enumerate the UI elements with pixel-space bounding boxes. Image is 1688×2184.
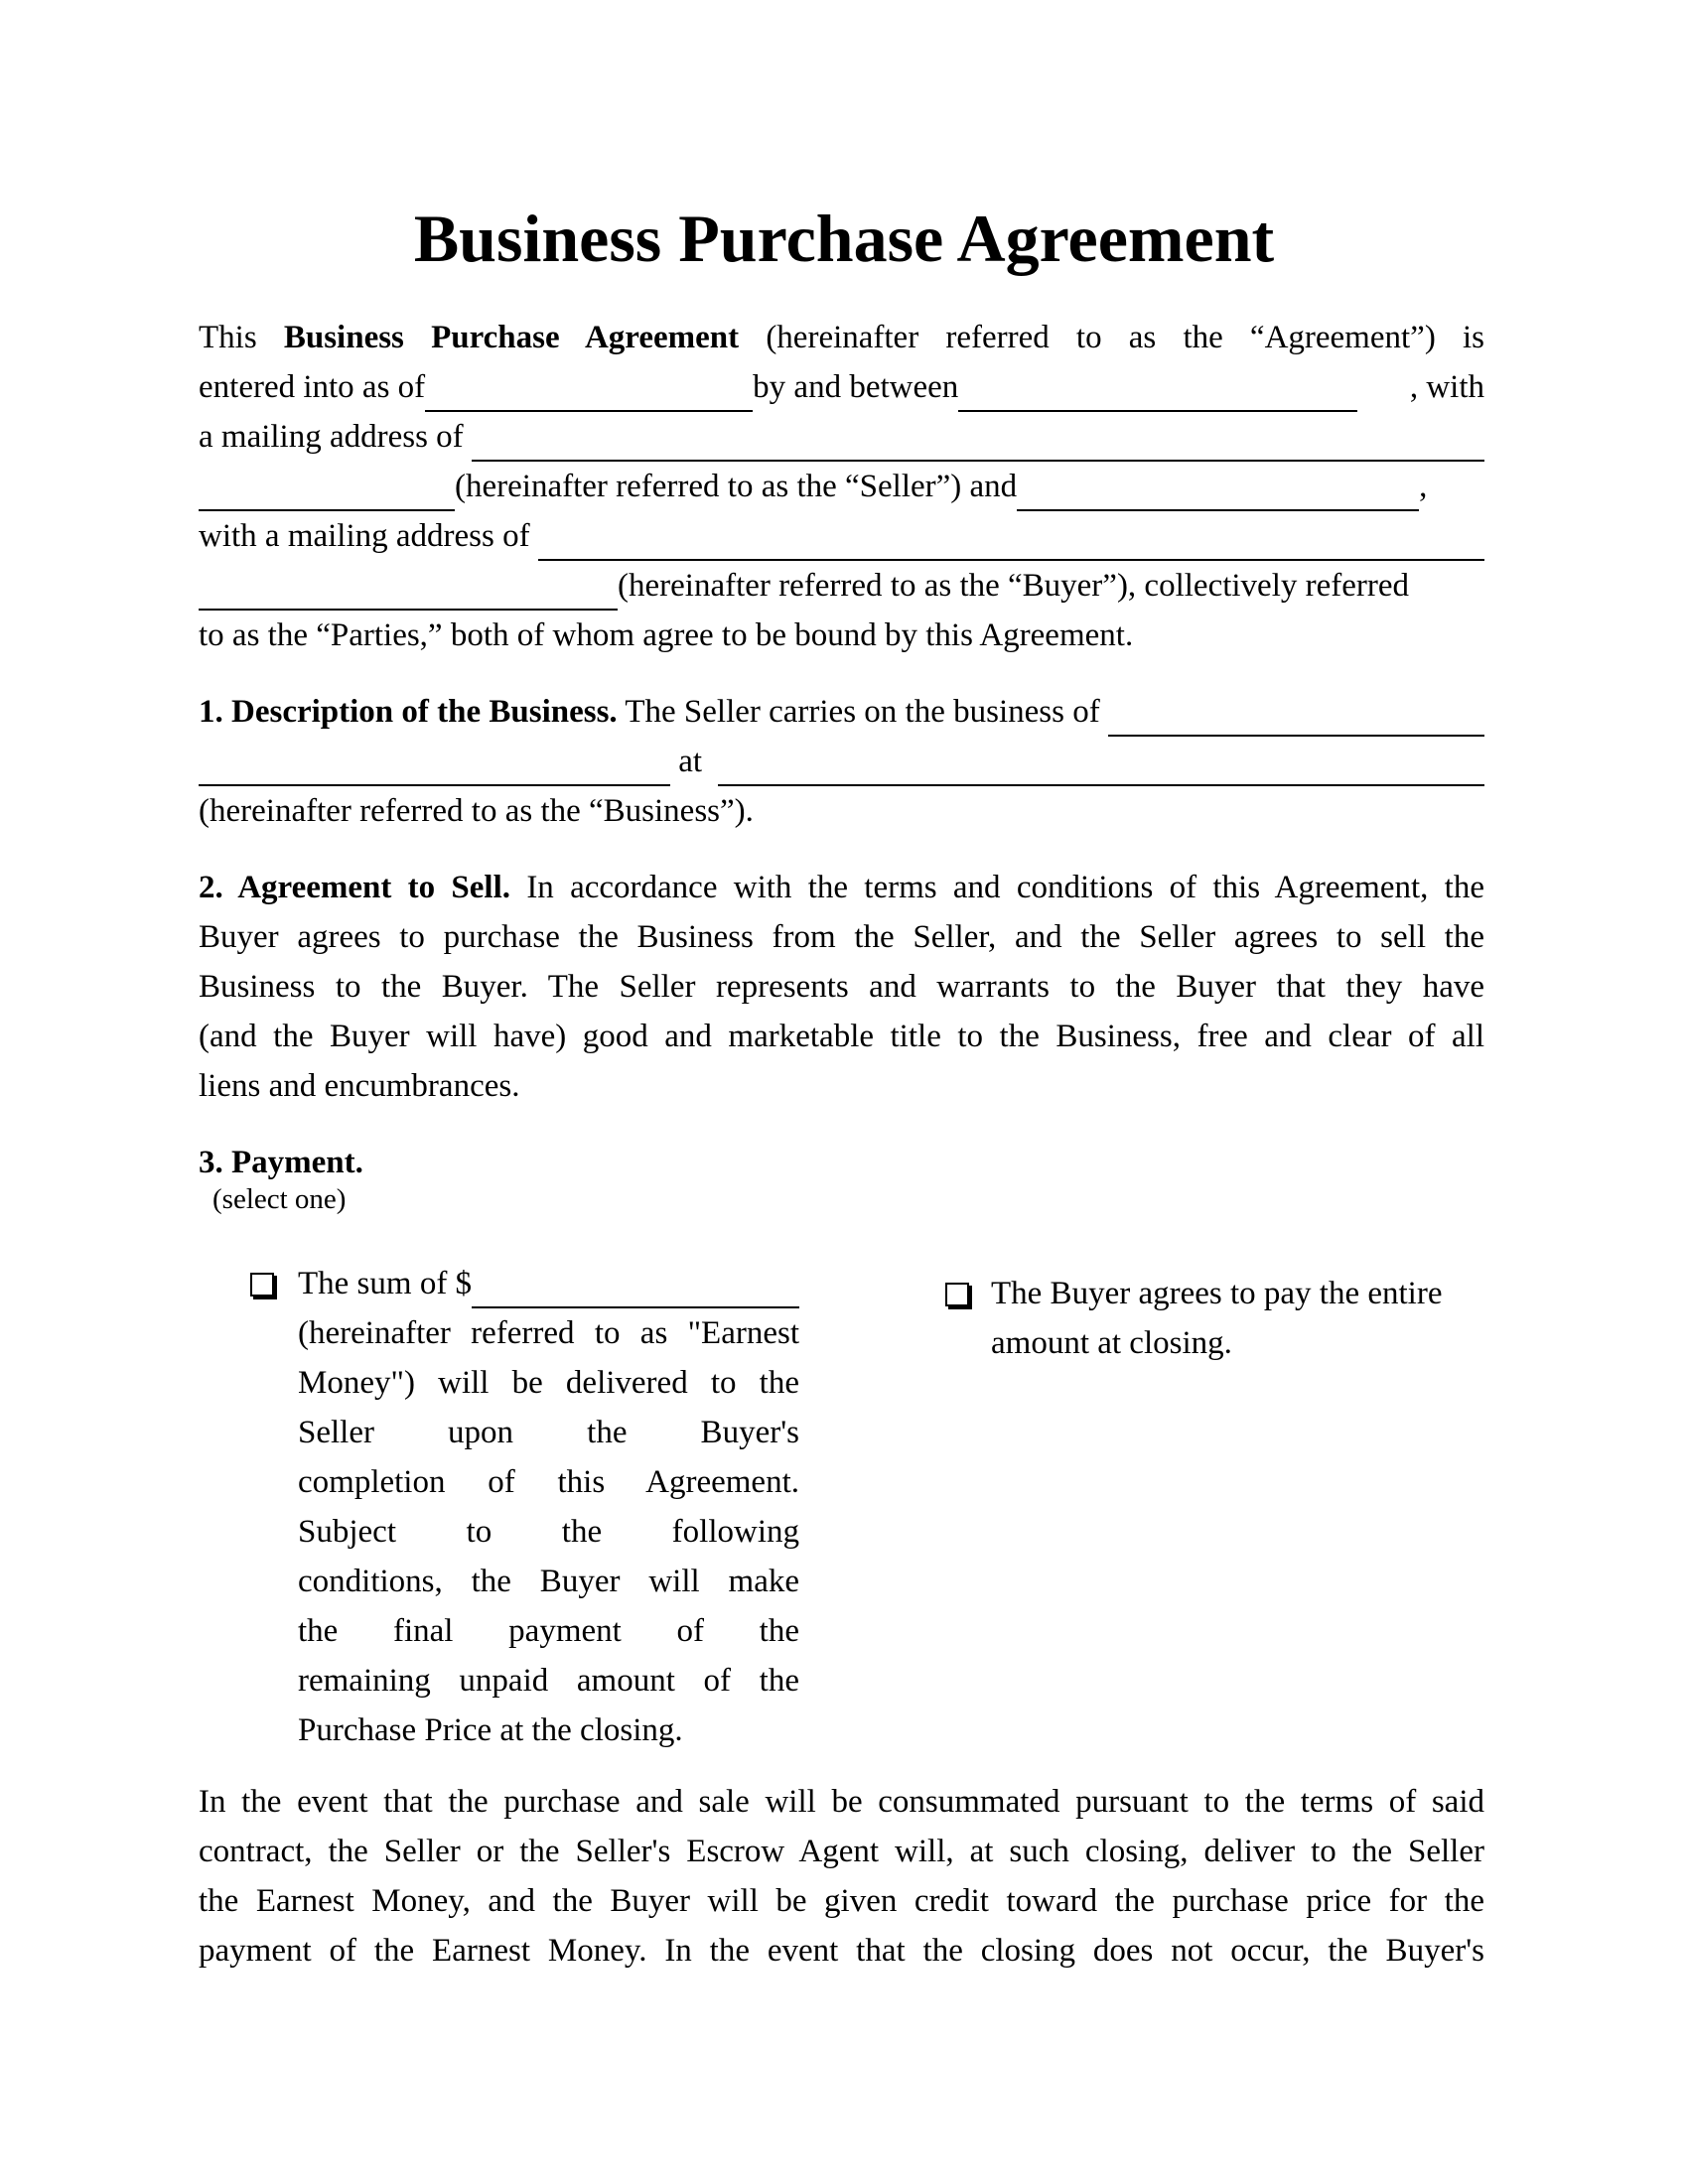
business-location-field[interactable] [718, 749, 1484, 786]
closing-line-4: payment of the Earnest Money. In the event that the closing does not occur, the Buyer's [199, 1933, 1484, 1969]
option1-line-6: Subject to the following [298, 1514, 799, 1550]
business-type-field-cont[interactable] [199, 749, 670, 786]
intro-line-3: a mailing address of [199, 412, 1484, 462]
intro-line-7: to as the “Parties,” both of whom agree to be bound by this Agreement. [199, 617, 1134, 653]
closing-line-3: the Earnest Money, and the Buyer will be given credit toward the purchase price for the [199, 1883, 1484, 1919]
document-title: Business Purchase Agreement [413, 201, 1275, 276]
section2-line-4: (and the Buyer will have) good and marketable title to the Business, free and clear of all [199, 1019, 1484, 1054]
option1-line-5: completion of this Agreement. [298, 1464, 799, 1500]
option1-line-2: (hereinafter referred to as "Earnest [298, 1315, 799, 1351]
closing-line-2: contract, the Seller or the Seller's Escrow Agent will, at such closing, deliver to the Seller [199, 1834, 1484, 1869]
buyer-name-field[interactable] [1017, 474, 1419, 511]
section2-line-5: liens and encumbrances. [199, 1068, 520, 1104]
option1-line-4: Seller upon the Buyer's [298, 1415, 799, 1450]
option1-line-9: remaining unpaid amount of the [298, 1663, 799, 1699]
select-one-note: (select one) [212, 1183, 347, 1215]
intro-line-2: entered into as of by and between , with [199, 362, 1484, 412]
option1-line-3: Money") will be delivered to the [298, 1365, 799, 1401]
seller-name-field[interactable] [958, 374, 1357, 412]
agreement-date-field[interactable] [425, 374, 753, 412]
agreement-name: Business Purchase Agreement [283, 320, 740, 355]
pay-at-closing-checkbox[interactable] [945, 1283, 969, 1306]
section1-line-1: 1. Description of the Business. The Seller carries on the business of [199, 687, 1484, 737]
section2-line-3: Business to the Buyer. The Seller represents and warrants to the Buyer that they have [199, 969, 1484, 1005]
option1-line-8: the final payment of the [298, 1613, 799, 1649]
option2-line-1: The Buyer agrees to pay the entire [991, 1276, 1443, 1311]
option2-line-2: amount at closing. [991, 1325, 1232, 1361]
buyer-address-field-cont[interactable] [199, 573, 618, 611]
business-type-field[interactable] [1108, 699, 1484, 737]
buyer-address-field[interactable] [538, 523, 1484, 561]
seller-address-field[interactable] [472, 424, 1484, 462]
section1-line-2: at [199, 737, 1484, 786]
option1-line-10: Purchase Price at the closing. [298, 1712, 683, 1748]
intro-line-1: This Business Purchase Agreement (hereinafter referred to as the “Agreement”) is [199, 320, 1484, 355]
section2-line-2: Buyer agrees to purchase the Business from the Seller, and the Seller agrees to sell the [199, 919, 1484, 955]
section2-line-1: 2. Agreement to Sell. In accordance with the terms and conditions of this Agreement, the [199, 870, 1484, 905]
section1-line-3: (hereinafter referred to as the “Business”). [199, 793, 754, 829]
intro-line-4: (hereinafter referred to as the “Seller”) and , [199, 462, 1484, 511]
intro-line-5: with a mailing address of [199, 511, 1484, 561]
seller-address-field-cont[interactable] [199, 474, 455, 511]
intro-line-6: (hereinafter referred to as the “Buyer”), collectively referred [199, 561, 1484, 611]
earnest-money-amount-field[interactable] [472, 1271, 799, 1308]
option1-line-1: The sum of $ [298, 1259, 799, 1308]
section3-heading: 3. Payment. [199, 1145, 363, 1180]
closing-line-1: In the event that the purchase and sale will be consummated pursuant to the terms of said [199, 1784, 1484, 1820]
option1-line-7: conditions, the Buyer will make [298, 1564, 799, 1599]
section2-heading: 2. Agreement to Sell. [199, 870, 511, 905]
section1-heading: 1. Description of the Business. [199, 694, 618, 730]
earnest-money-checkbox[interactable] [250, 1273, 274, 1297]
